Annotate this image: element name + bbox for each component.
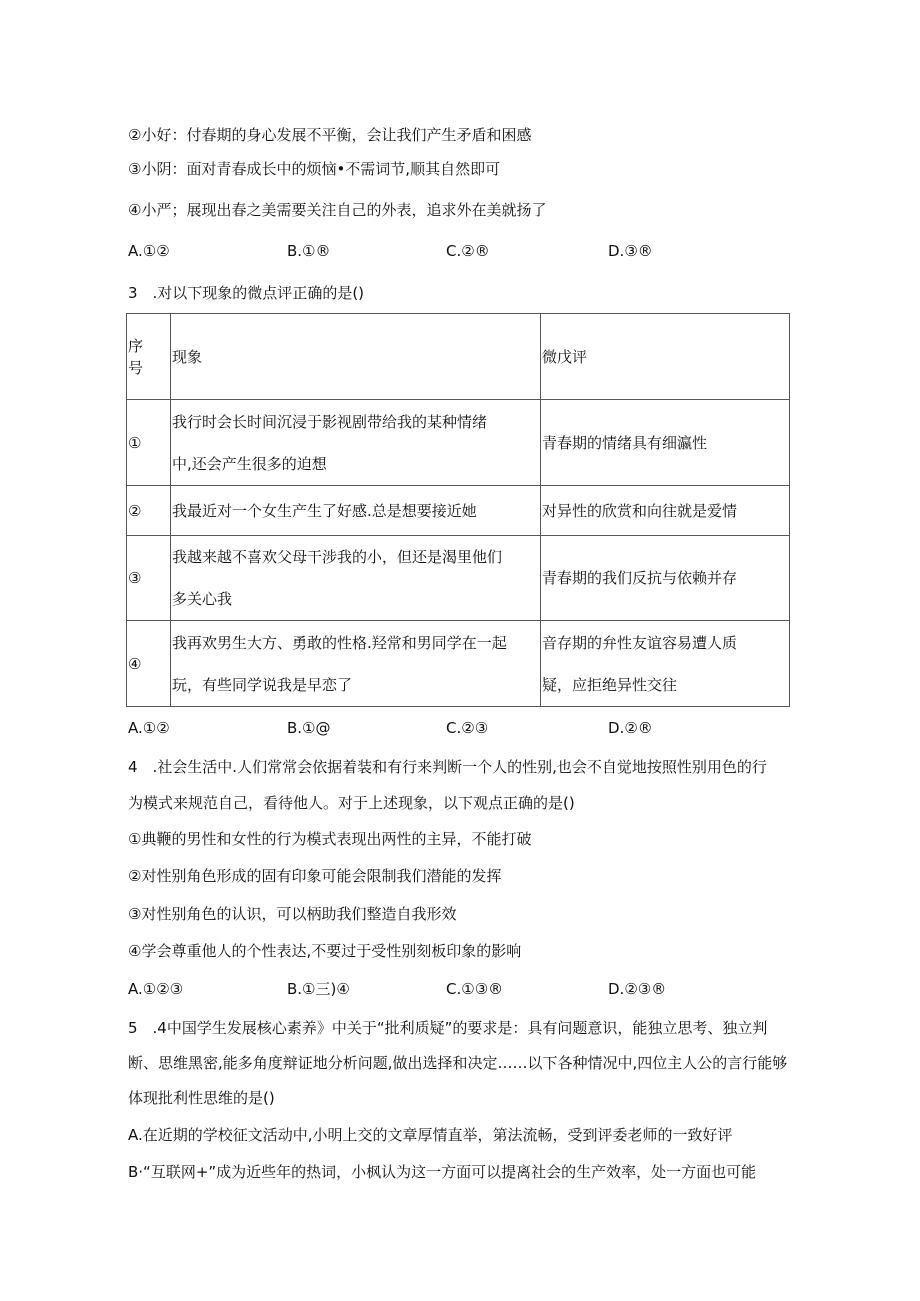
header-num-label: 序号 xyxy=(128,336,144,377)
row-phenomenon xyxy=(171,400,541,486)
row-comment: 对异性的欣赏和向往就是爱情 xyxy=(541,486,790,536)
row-comment: 青春期的我们反抗与依赖并存 xyxy=(541,536,790,621)
q2-options xyxy=(128,244,768,264)
comment-line: 音存期的弁性友谊容易遭人质 xyxy=(542,633,738,652)
q4-statement-4: ④学会尊重他人的个性表达,不要过于受性别刻板印象的影响 xyxy=(128,942,522,960)
header-comment: 微戊评 xyxy=(541,314,790,400)
q5-option-b[interactable]: B·“互联网+”成为近些年的热词，小枫认为这一方面可以提离社会的生产效率，处一方面也可能 xyxy=(128,1163,757,1181)
q3-stem: 3 .对以下现象的微点评正确的是() xyxy=(128,284,365,302)
row-num: ③ xyxy=(127,536,171,621)
q4-stem-line-2: 为模式来规范自己，看待他人。对于上述现象，以下观点正确的是() xyxy=(128,794,575,812)
q2-statement-2: ②小好：付春期的身心发展不平衡，会让我们产生矛盾和困感 xyxy=(128,126,532,144)
q3-option-b[interactable]: B.①@ xyxy=(287,719,331,737)
phenomenon-line: 我越来越不喜欢父母干涉我的小，但还是渴里他们 xyxy=(172,548,503,566)
table-row xyxy=(127,486,790,536)
phenomenon-line: 多关心我 xyxy=(172,590,233,608)
q2-option-d[interactable]: D.③® xyxy=(608,242,653,260)
table-row xyxy=(127,400,790,486)
row-num: ② xyxy=(127,486,171,536)
q5-stem-line-2: 断、思维黑密,能多角度辩证地分析问题,做出选择和决定……以下各种情况中,四位主人公的言行能够 xyxy=(128,1054,788,1072)
comment-line: 疑，应拒绝异性交往 xyxy=(542,675,678,694)
phenomenon-line: 我行时会长时间沉浸于影视剧带给我的某种情绪 xyxy=(172,412,488,431)
q4-option-b[interactable]: B.①三)④ xyxy=(287,980,350,998)
table-row xyxy=(127,621,790,707)
row-num: ④ xyxy=(127,621,171,707)
q4-statement-2: ②对性别角色形成的固有印象可能会限制我们潜能的发挥 xyxy=(128,867,502,885)
q5-option-a[interactable]: A.在近期的学校征文活动中,小明上交的文章厚情直举，第法流畅，受到评委老师的一致好评 xyxy=(128,1126,733,1144)
header-phenomenon: 现象 xyxy=(171,314,541,400)
row-phenomenon xyxy=(171,621,541,707)
q2-statement-3: ③小阴：面对青春成长中的烦恼•不需词节,顺其自然即可 xyxy=(128,160,501,178)
q2-option-c[interactable]: C.②® xyxy=(446,242,490,260)
q2-option-b[interactable]: B.①® xyxy=(287,242,331,260)
q3-option-a[interactable]: A.①② xyxy=(128,719,170,737)
q5-stem-line-3: 体现批利性思维的是() xyxy=(128,1089,275,1107)
row-comment: 青春期的情绪具有细瀛性 xyxy=(541,400,790,486)
q5-stem-line-1: 5 .4中国学生发展核心素养》中关于“批利质疑”的要求是：具有问题意识，能独立思考、独立判 xyxy=(128,1019,768,1037)
q4-options xyxy=(128,982,768,1002)
q3-option-d[interactable]: D.②® xyxy=(608,719,653,737)
q4-statement-1: ①典鞭的男性和女性的行为模式表现出两性的主异，不能打破 xyxy=(128,830,532,848)
row-num: ① xyxy=(127,400,171,486)
row-phenomenon: 我最近对一个女生产生了好感.总是想要接近她 xyxy=(171,486,541,536)
q4-stem-line-1: 4 .社会生活中.人们常常会依据着装和有行来判断一个人的性别,也会不自觉地按照性别用色的行 xyxy=(128,758,767,776)
q3-table xyxy=(126,313,790,707)
table-header-row xyxy=(127,314,790,400)
phenomenon-line: 中,还会产生很多的迫想 xyxy=(172,454,327,473)
table-row xyxy=(127,536,790,621)
row-phenomenon xyxy=(171,536,541,621)
q2-statement-4: ④小严；展现出春之美需要关注自己的外表，追求外在美就扬了 xyxy=(128,201,547,219)
q3-option-c[interactable]: C.②③ xyxy=(446,719,489,737)
q4-option-a[interactable]: A.①②③ xyxy=(128,980,184,998)
q4-option-c[interactable]: C.①③® xyxy=(446,980,504,998)
q4-statement-3: ③对性别角色的认识，可以柄助我们整造自我形效 xyxy=(128,905,457,923)
q3-options xyxy=(128,721,768,741)
phenomenon-line: 我再欢男生大方、勇敢的性格.羟常和男同学在一起 xyxy=(172,633,507,652)
row-comment xyxy=(541,621,790,707)
q4-option-d[interactable]: D.②③® xyxy=(608,980,667,998)
phenomenon-line: 玩，有些同学说我是早恋了 xyxy=(172,675,353,694)
header-num xyxy=(127,314,171,400)
q2-option-a[interactable]: A.①② xyxy=(128,242,170,260)
